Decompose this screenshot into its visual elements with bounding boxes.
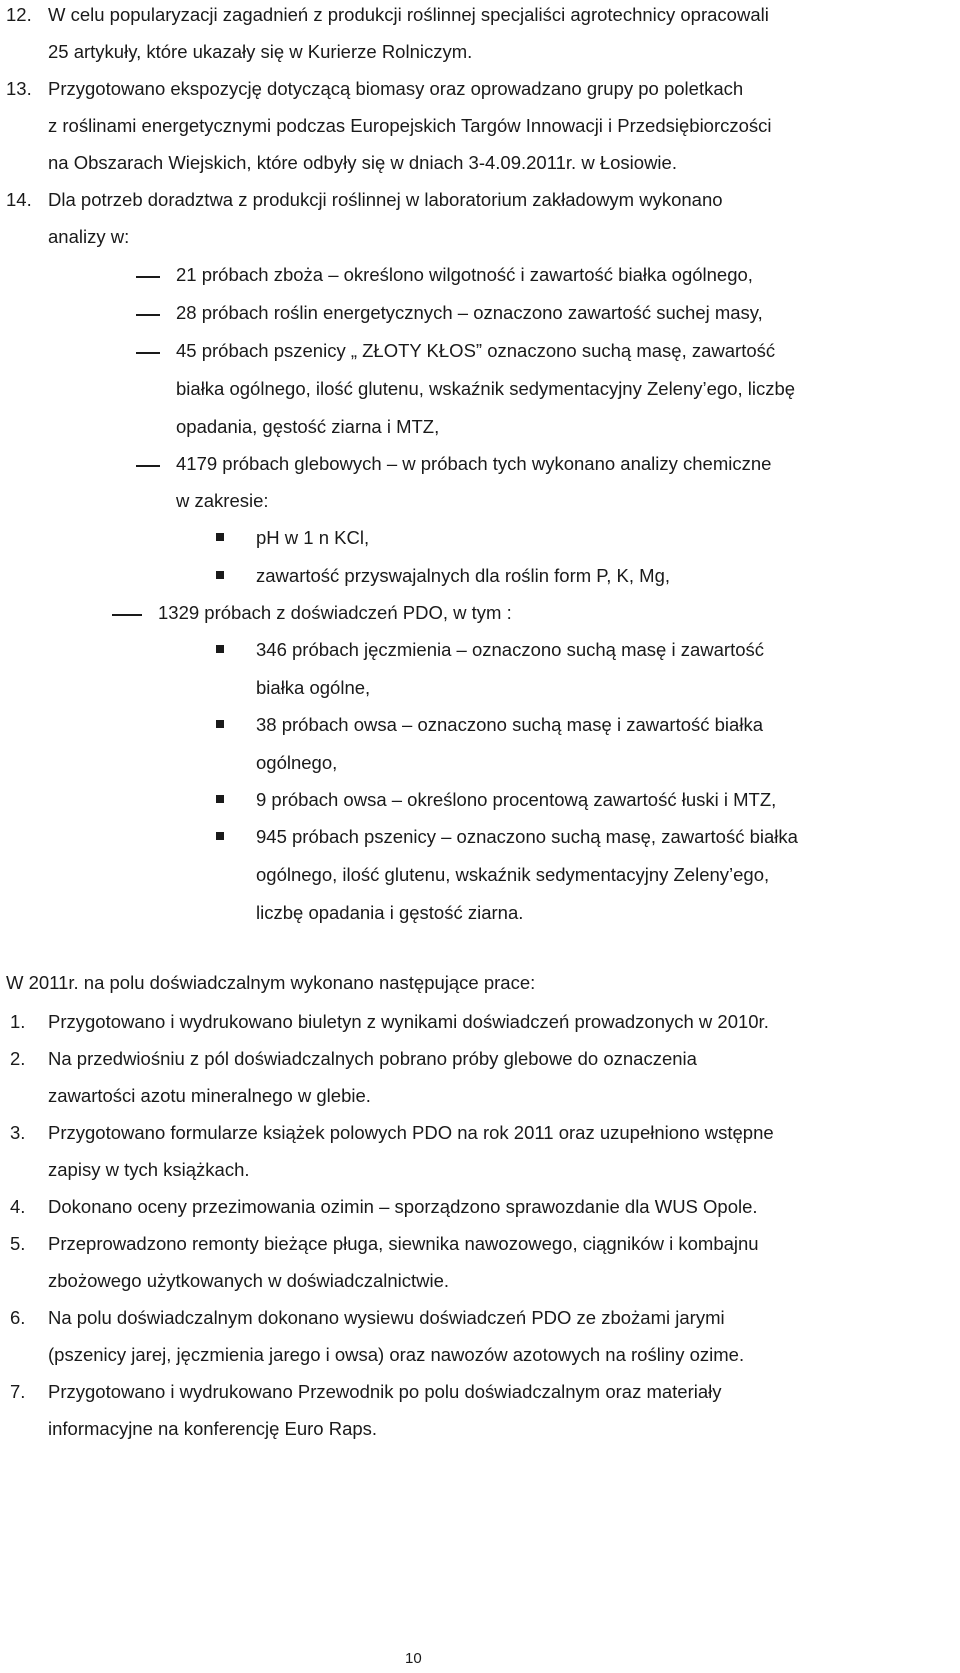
analysis-3-line-3: opadania, gęstość ziarna i MTZ, xyxy=(176,416,440,437)
item-12-line-2: 25 artykuły, które ukazały się w Kurierze Rolniczym. xyxy=(48,41,473,62)
dash-bullet xyxy=(136,314,160,316)
work-5-number: 5. xyxy=(10,1233,26,1254)
square-bullet xyxy=(216,645,224,653)
work-2-line-2: zawartości azotu mineralnego w glebie. xyxy=(48,1085,371,1106)
analysis-5-sub-1-line-2: białka ogólne, xyxy=(256,677,371,698)
item-13-number: 13. xyxy=(6,78,32,99)
work-4-line-1: Dokonano oceny przezimowania ozimin – sporządzono sprawozdanie dla WUS Opole. xyxy=(48,1196,758,1217)
analysis-5-sub-4-line-2: ogólnego, ilość glutenu, wskaźnik sedymentacyjny Zeleny’ego, xyxy=(256,864,770,885)
square-bullet xyxy=(216,533,224,541)
analysis-5-line-1: 1329 próbach z doświadczeń PDO, w tym : xyxy=(158,602,512,623)
analysis-5-sub-4-line-3: liczbę opadania i gęstość ziarna. xyxy=(256,902,524,923)
work-4-number: 4. xyxy=(10,1196,26,1217)
work-7-line-1: Przygotowano i wydrukowano Przewodnik po polu doświadczalnym oraz materiały xyxy=(48,1381,722,1402)
item-12-number: 12. xyxy=(6,4,32,25)
item-14-line-1: Dla potrzeb doradztwa z produkcji roślinnej w laboratorium zakładowym wykonano xyxy=(48,189,723,210)
dash-bullet xyxy=(136,276,160,278)
work-7-number: 7. xyxy=(10,1381,26,1402)
analysis-2-line-1: 28 próbach roślin energetycznych – oznaczono zawartość suchej masy, xyxy=(176,302,763,323)
work-3-line-1: Przygotowano formularze książek polowych PDO na rok 2011 oraz uzupełniono wstępne xyxy=(48,1122,774,1143)
analysis-3-line-1: 45 próbach pszenicy „ ZŁOTY KŁOS” oznaczono suchą masę, zawartość xyxy=(176,340,776,361)
square-bullet xyxy=(216,832,224,840)
square-bullet xyxy=(216,795,224,803)
work-6-line-1: Na polu doświadczalnym dokonano wysiewu doświadczeń PDO ze zbożami jarymi xyxy=(48,1307,725,1328)
work-1-line-1: Przygotowano i wydrukowano biuletyn z wynikami doświadczeń prowadzonych w 2010r. xyxy=(48,1011,769,1032)
work-3-line-2: zapisy w tych książkach. xyxy=(48,1159,250,1180)
analysis-5-sub-1-line-1: 346 próbach jęczmienia – oznaczono suchą masę i zawartość xyxy=(256,639,765,660)
dash-bullet xyxy=(136,352,160,354)
analysis-4-sub-2: zawartość przyswajalnych dla roślin form P, K, Mg, xyxy=(256,565,671,586)
section-heading: W 2011r. na polu doświadczalnym wykonano następujące prace: xyxy=(6,972,536,993)
dash-bullet xyxy=(136,465,160,467)
square-bullet xyxy=(216,571,224,579)
item-14-line-2: analizy w: xyxy=(48,226,130,247)
analysis-5-sub-4-line-1: 945 próbach pszenicy – oznaczono suchą masę, zawartość białka xyxy=(256,826,798,847)
work-3-number: 3. xyxy=(10,1122,26,1143)
dash-bullet xyxy=(112,614,142,616)
work-2-number: 2. xyxy=(10,1048,26,1069)
item-14-number: 14. xyxy=(6,189,32,210)
analysis-4-line-1: 4179 próbach glebowych – w próbach tych wykonano analizy chemiczne xyxy=(176,453,772,474)
work-6-number: 6. xyxy=(10,1307,26,1328)
analysis-4-sub-1: pH w 1 n KCl, xyxy=(256,527,370,548)
work-1-number: 1. xyxy=(10,1011,26,1032)
item-13-line-3: na Obszarach Wiejskich, które odbyły się w dniach 3-4.09.2011r. w Łosiowie. xyxy=(48,152,677,173)
work-5-line-1: Przeprowadzono remonty bieżące pługa, siewnika nawozowego, ciągników i kombajnu xyxy=(48,1233,759,1254)
square-bullet xyxy=(216,720,224,728)
analysis-4-line-2: w zakresie: xyxy=(176,490,269,511)
item-13-line-1: Przygotowano ekspozycję dotyczącą biomasy oraz oprowadzano grupy po poletkach xyxy=(48,78,744,99)
work-5-line-2: zbożowego użytkowanych w doświadczalnictwie. xyxy=(48,1270,450,1291)
item-13-line-2: z roślinami energetycznymi podczas Europejskich Targów Innowacji i Przedsiębiorczości xyxy=(48,115,772,136)
analysis-5-sub-3-line-1: 9 próbach owsa – określono procentową zawartość łuski i MTZ, xyxy=(256,789,777,810)
analysis-5-sub-2-line-2: ogólnego, xyxy=(256,752,338,773)
work-6-line-2: (pszenicy jarej, jęczmienia jarego i owsa) oraz nawozów azotowych na rośliny ozime. xyxy=(48,1344,745,1365)
analysis-3-line-2: białka ogólnego, ilość glutenu, wskaźnik sedymentacyjny Zeleny’ego, liczbę xyxy=(176,378,796,399)
work-7-line-2: informacyjne na konferencję Euro Raps. xyxy=(48,1418,378,1439)
analysis-5-sub-2-line-1: 38 próbach owsa – oznaczono suchą masę i zawartość białka xyxy=(256,714,763,735)
item-12-line-1: W celu popularyzacji zagadnień z produkcji roślinnej specjaliści agrotechnicy opracowali xyxy=(48,4,769,25)
page-number: 10 xyxy=(405,1650,422,1667)
analysis-1-line-1: 21 próbach zboża – określono wilgotność i zawartość białka ogólnego, xyxy=(176,264,753,285)
work-2-line-1: Na przedwiośniu z pól doświadczalnych pobrano próby glebowe do oznaczenia xyxy=(48,1048,697,1069)
